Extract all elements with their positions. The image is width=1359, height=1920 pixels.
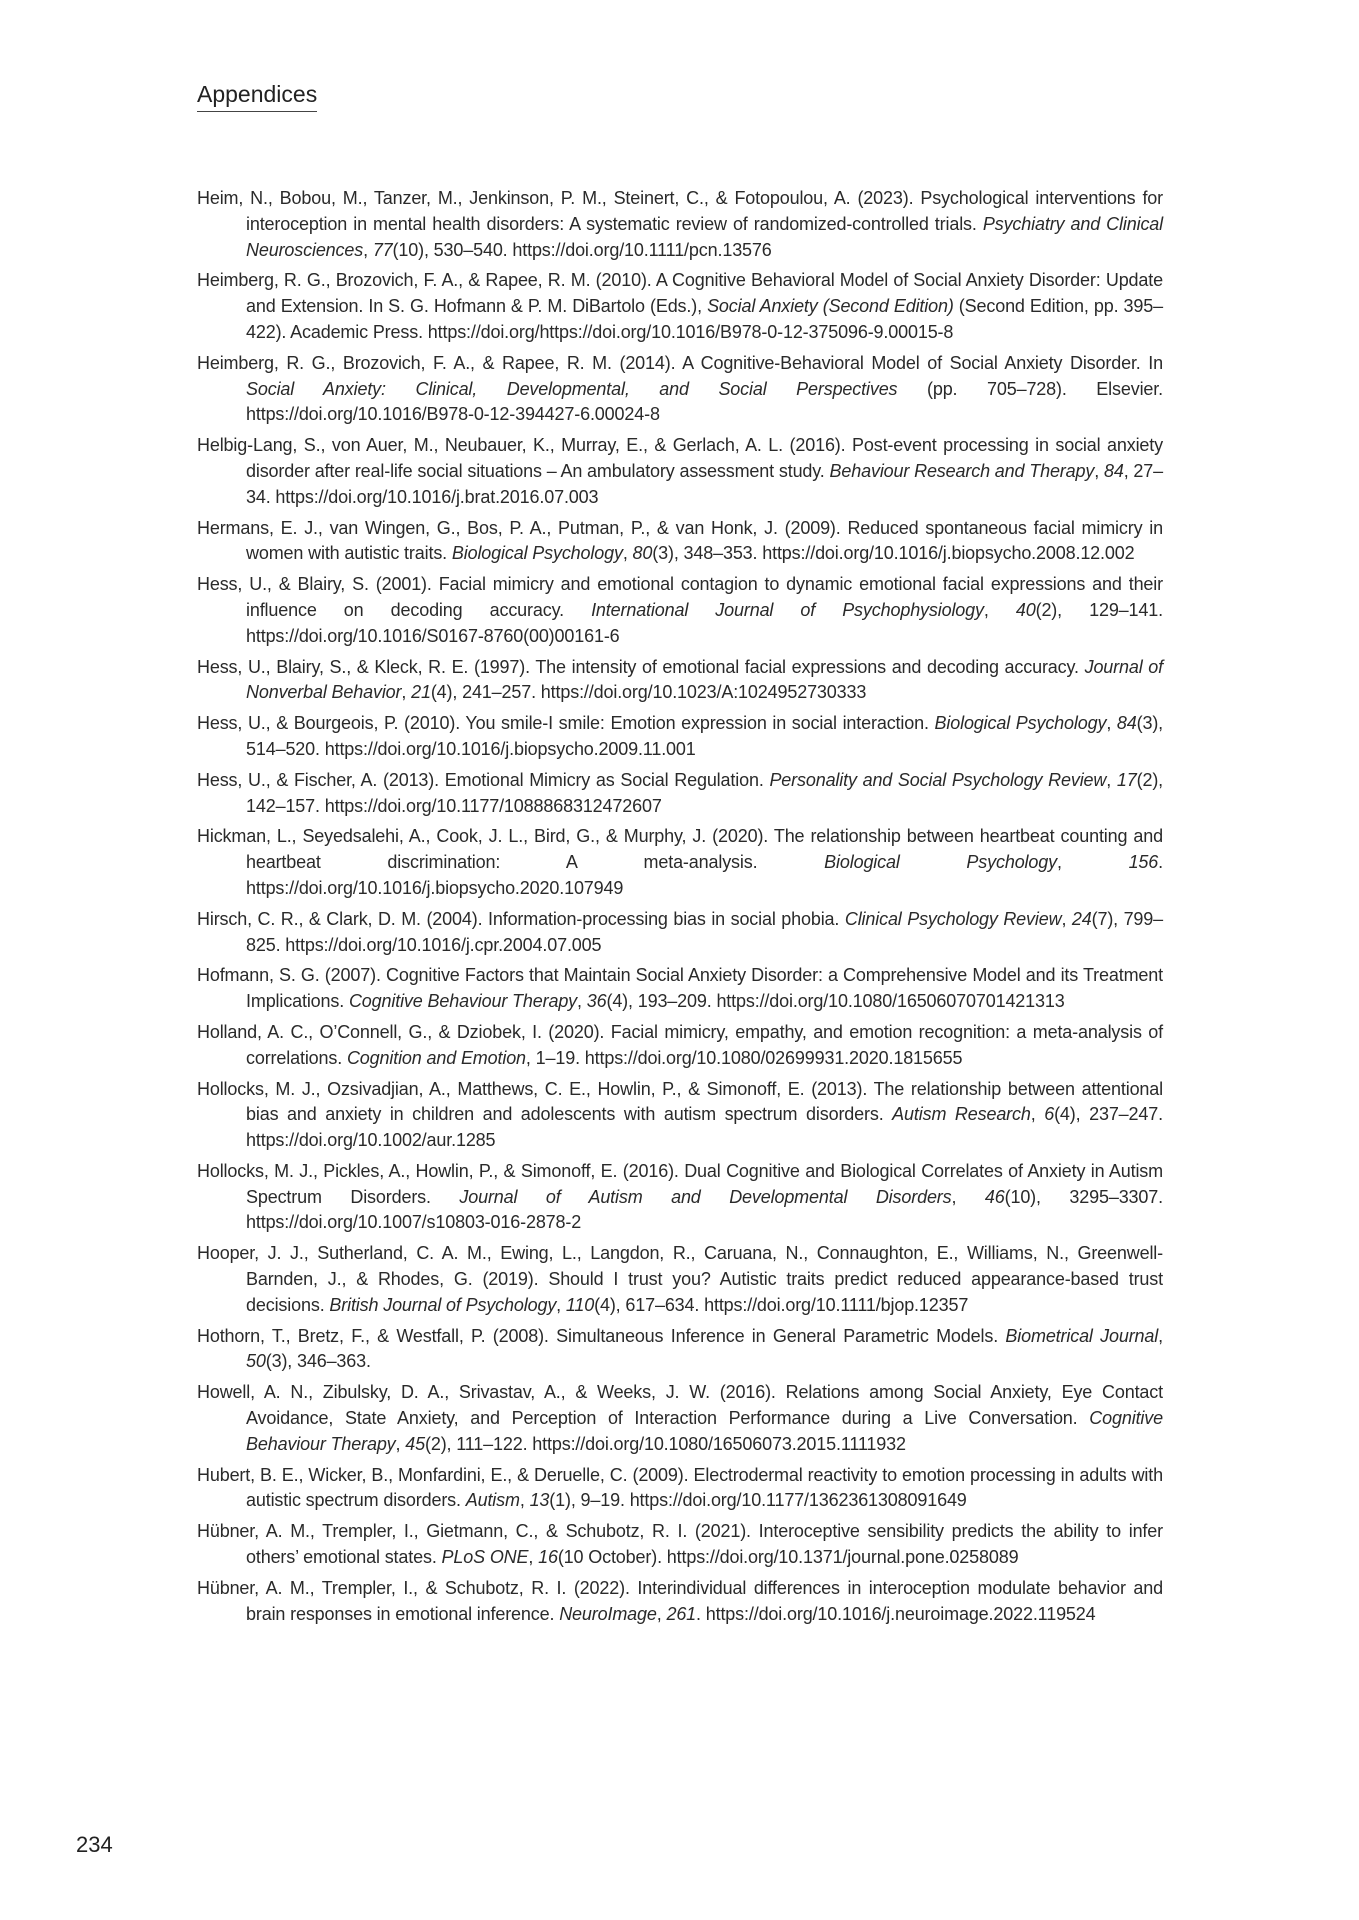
reference-entry: Holland, A. C., O’Connell, G., & Dziobek, I. (2020). Facial mimicry, empathy, and emotion recognition: a meta-analysis of correlations. Cognition and Emotion, 1–19. https://doi.org/10.1080/02699931.2020.1815655 — [197, 1021, 1163, 1068]
journal-title: Psychiatry and Clinical Neurosciences — [246, 213, 1163, 260]
journal-title: Autism Research — [892, 1104, 1031, 1125]
reference-entry: Hess, U., & Fischer, A. (2013). Emotional Mimicry as Social Regulation. Personality and Social Psychology Review, 17(2), 142–157. https://doi.org/10.1177/1088868312472607 — [197, 769, 1164, 816]
reference-entry: Hooper, J. J., Sutherland, C. A. M., Ewing, L., Langdon, R., Caruana, N., Connaughton, E., Williams, N., Greenwell-Barnden, J., & Rhodes, G. (2019). Should I trust you? Autistic traits predict reduced appearance-based trust decisions. British Journal of Psychology, 110(4), 617–634. https://doi.org/10.1111/bjop.12357 — [197, 1243, 1163, 1315]
page-number: 234 — [76, 1832, 113, 1857]
journal-title: NeuroImage — [559, 1603, 657, 1624]
running-header: Appendices — [197, 82, 317, 112]
volume: 80 — [632, 543, 653, 564]
volume: 24 — [1071, 908, 1092, 929]
journal-title: Cognitive Behaviour Therapy — [246, 1408, 1163, 1454]
journal-title: Autism — [465, 1490, 520, 1511]
reference-entry: Hübner, A. M., Trempler, I., & Schubotz, R. I. (2022). Interindividual differences in interoception modulate behavior and brain responses in emotional inference. NeuroImage, 261. https://doi.org/10.1016/j.neuroimage.2022.119524 — [197, 1577, 1163, 1624]
journal-title: International Journal of Psychophysiology — [591, 599, 984, 620]
volume: 16 — [538, 1547, 558, 1568]
reference-entry: Hübner, A. M., Trempler, I., Gietmann, C., & Schubotz, R. I. (2021). Interoceptive sensibility predicts the ability to infer others’ emotional states. PLoS ONE, 16(10 October). https://doi.org/10.1371/journal.pone.0258089 — [197, 1521, 1163, 1568]
journal-title: Personality and Social Psychology Review — [769, 769, 1107, 790]
reference-entry: Heim, N., Bobou, M., Tanzer, M., Jenkinson, P. M., Steinert, C., & Fotopoulou, A. (2023). Psychological interventions for interoception in mental health disorders: A systematic review of randomized-controlled trials. Psychiatry and Clinical Neurosciences, 77(10), 530–540. https://doi.org/10.1111/pcn.13576 — [197, 188, 1163, 260]
reference-entry: Hermans, E. J., van Wingen, G., Bos, P. A., Putman, P., & van Honk, J. (2009). Reduced spontaneous facial mimicry in women with autistic traits. Biological Psychology, 80(3), 348–353. https://doi.org/10.1016/j.biopsycho.2008.12.002 — [197, 517, 1163, 564]
journal-title: Social Anxiety: Clinical, Developmental, and Social Perspectives — [246, 378, 898, 399]
journal-title: Cognition and Emotion — [346, 1047, 526, 1068]
volume: 13 — [529, 1490, 550, 1511]
journal-title: Biological Psychology — [934, 713, 1107, 734]
volume: 156 — [1128, 852, 1159, 873]
reference-entry: Heimberg, R. G., Brozovich, F. A., & Rapee, R. M. (2010). A Cognitive Behavioral Model of Social Anxiety Disorder: Update and Extension. In S. G. Hofmann & P. M. DiBartolo (Eds.), Social Anxiety (Second Edition) (Second Edition, pp. 395–422). Academic Press. https://doi.org/https://doi.org/10.1016/B978-0-12-375096-9.00015-8 — [197, 270, 1163, 342]
reference-list — [197, 186, 1163, 1632]
reference-entry: Hirsch, C. R., & Clark, D. M. (2004). Information-processing bias in social phobia. Clinical Psychology Review, 24(7), 799–825. https://doi.org/10.1016/j.cpr.2004.07.005 — [197, 908, 1164, 955]
journal-title: British Journal of Psychology — [329, 1294, 557, 1315]
reference-entry: Hubert, B. E., Wicker, B., Monfardini, E., & Deruelle, C. (2009). Electrodermal reactivity to emotion processing in adults with autistic spectrum disorders. Autism, 13(1), 9–19. https://doi.org/10.1177/1362361308091649 — [197, 1464, 1163, 1511]
reference-entry: Hickman, L., Seyedsalehi, A., Cook, J. L., Bird, G., & Murphy, J. (2020). The relationship between heartbeat counting and heartbeat discrimination: A meta-analysis. Biological Psychology, 156. https://doi.org/10.1016/j.biopsycho.2020.107949 — [197, 826, 1164, 898]
journal-title: PLoS ONE — [441, 1547, 529, 1568]
volume: 50 — [246, 1351, 266, 1372]
reference-entry: Hess, U., & Bourgeois, P. (2010). You smile-I smile: Emotion expression in social interaction. Biological Psychology, 84(3), 514–520. https://doi.org/10.1016/j.biopsycho.2009.11.001 — [197, 713, 1164, 759]
volume: 21 — [411, 682, 431, 703]
volume: 77 — [372, 239, 393, 260]
volume: 45 — [405, 1433, 425, 1454]
volume: 46 — [984, 1186, 1005, 1207]
volume: 261 — [666, 1603, 697, 1624]
journal-title: Biometrical Journal — [1005, 1325, 1159, 1346]
journal-title: Cognitive Behaviour Therapy — [348, 991, 578, 1012]
reference-entry: Hess, U., Blairy, S., & Kleck, R. E. (1997). The intensity of emotional facial expressions and decoding accuracy. Journal of Nonverbal Behavior, 21(4), 241–257. https://doi.org/10.1023/A:1024952730333 — [197, 656, 1163, 703]
reference-entry: Hofmann, S. G. (2007). Cognitive Factors that Maintain Social Anxiety Disorder: a Comprehensive Model and its Treatment Implications. Cognitive Behaviour Therapy, 36(4), 193–209. https://doi.org/10.1080/16506070701421313 — [197, 965, 1163, 1012]
reference-entry: Heimberg, R. G., Brozovich, F. A., & Rapee, R. M. (2014). A Cognitive-Behavioral Model of Social Anxiety Disorder. In Social Anxiety: Clinical, Developmental, and Social Perspectives (pp. 705–728). Elsevier. https://doi.org/10.1016/B978-0-12-394427-6.00024-8 — [197, 352, 1163, 425]
journal-title: Social Anxiety (Second Edition) — [707, 296, 954, 317]
reference-entry: Hollocks, M. J., Pickles, A., Howlin, P., & Simonoff, E. (2016). Dual Cognitive and Biological Correlates of Anxiety in Autism Spectrum Disorders. Journal of Autism and Developmental Disorders, 46(10), 3295–3307. https://doi.org/10.1007/s10803-016-2878-2 — [197, 1160, 1163, 1233]
journal-title: Behaviour Research and Therapy — [829, 460, 1095, 481]
volume: 40 — [1015, 599, 1036, 620]
volume: 84 — [1116, 713, 1137, 734]
volume: 110 — [565, 1294, 595, 1315]
reference-entry: Hollocks, M. J., Ozsivadjian, A., Matthews, C. E., Howlin, P., & Simonoff, E. (2013). The relationship between attentional bias and anxiety in children and adolescents with autism spectrum disorders. Autism Research, 6(4), 237–247. https://doi.org/10.1002/aur.1285 — [197, 1078, 1163, 1151]
volume: 84 — [1103, 460, 1124, 481]
volume: 36 — [586, 991, 607, 1012]
journal-title: Biological Psychology — [824, 852, 1057, 873]
journal-title: Clinical Psychology Review — [844, 908, 1062, 929]
volume: 6 — [1044, 1104, 1055, 1125]
reference-entry: Hothorn, T., Bretz, F., & Westfall, P. (2008). Simultaneous Inference in General Parametric Models. Biometrical Journal, 50(3), 346–363. — [197, 1325, 1163, 1372]
journal-title: Journal of Nonverbal Behavior — [246, 656, 1163, 703]
journal-title: Journal of Autism and Developmental Disorders — [459, 1186, 952, 1207]
volume: 17 — [1116, 769, 1137, 790]
reference-entry: Hess, U., & Blairy, S. (2001). Facial mimicry and emotional contagion to dynamic emotional facial expressions and their influence on decoding accuracy. International Journal of Psychophysiology, 40(2), 129–141. https://doi.org/10.1016/S0167-8760(00)00161-6 — [197, 574, 1163, 646]
reference-entry: Howell, A. N., Zibulsky, D. A., Srivastav, A., & Weeks, J. W. (2016). Relations among Social Anxiety, Eye Contact Avoidance, State Anxiety, and Perception of Interaction Performance during a Live Conversation. Cognitive Behaviour Therapy, 45(2), 111–122. https://doi.org/10.1080/16506073.2015.1111932 — [197, 1382, 1163, 1454]
journal-title: Biological Psychology — [451, 543, 623, 564]
reference-entry: Helbig-Lang, S., von Auer, M., Neubauer, K., Murray, E., & Gerlach, A. L. (2016). Post-event processing in social anxiety disorder after real-life social situations – An ambulatory assessment study. Behaviour Research and Therapy, 84, 27–34. https://doi.org/10.1016/j.brat.2016.07.003 — [197, 435, 1163, 507]
